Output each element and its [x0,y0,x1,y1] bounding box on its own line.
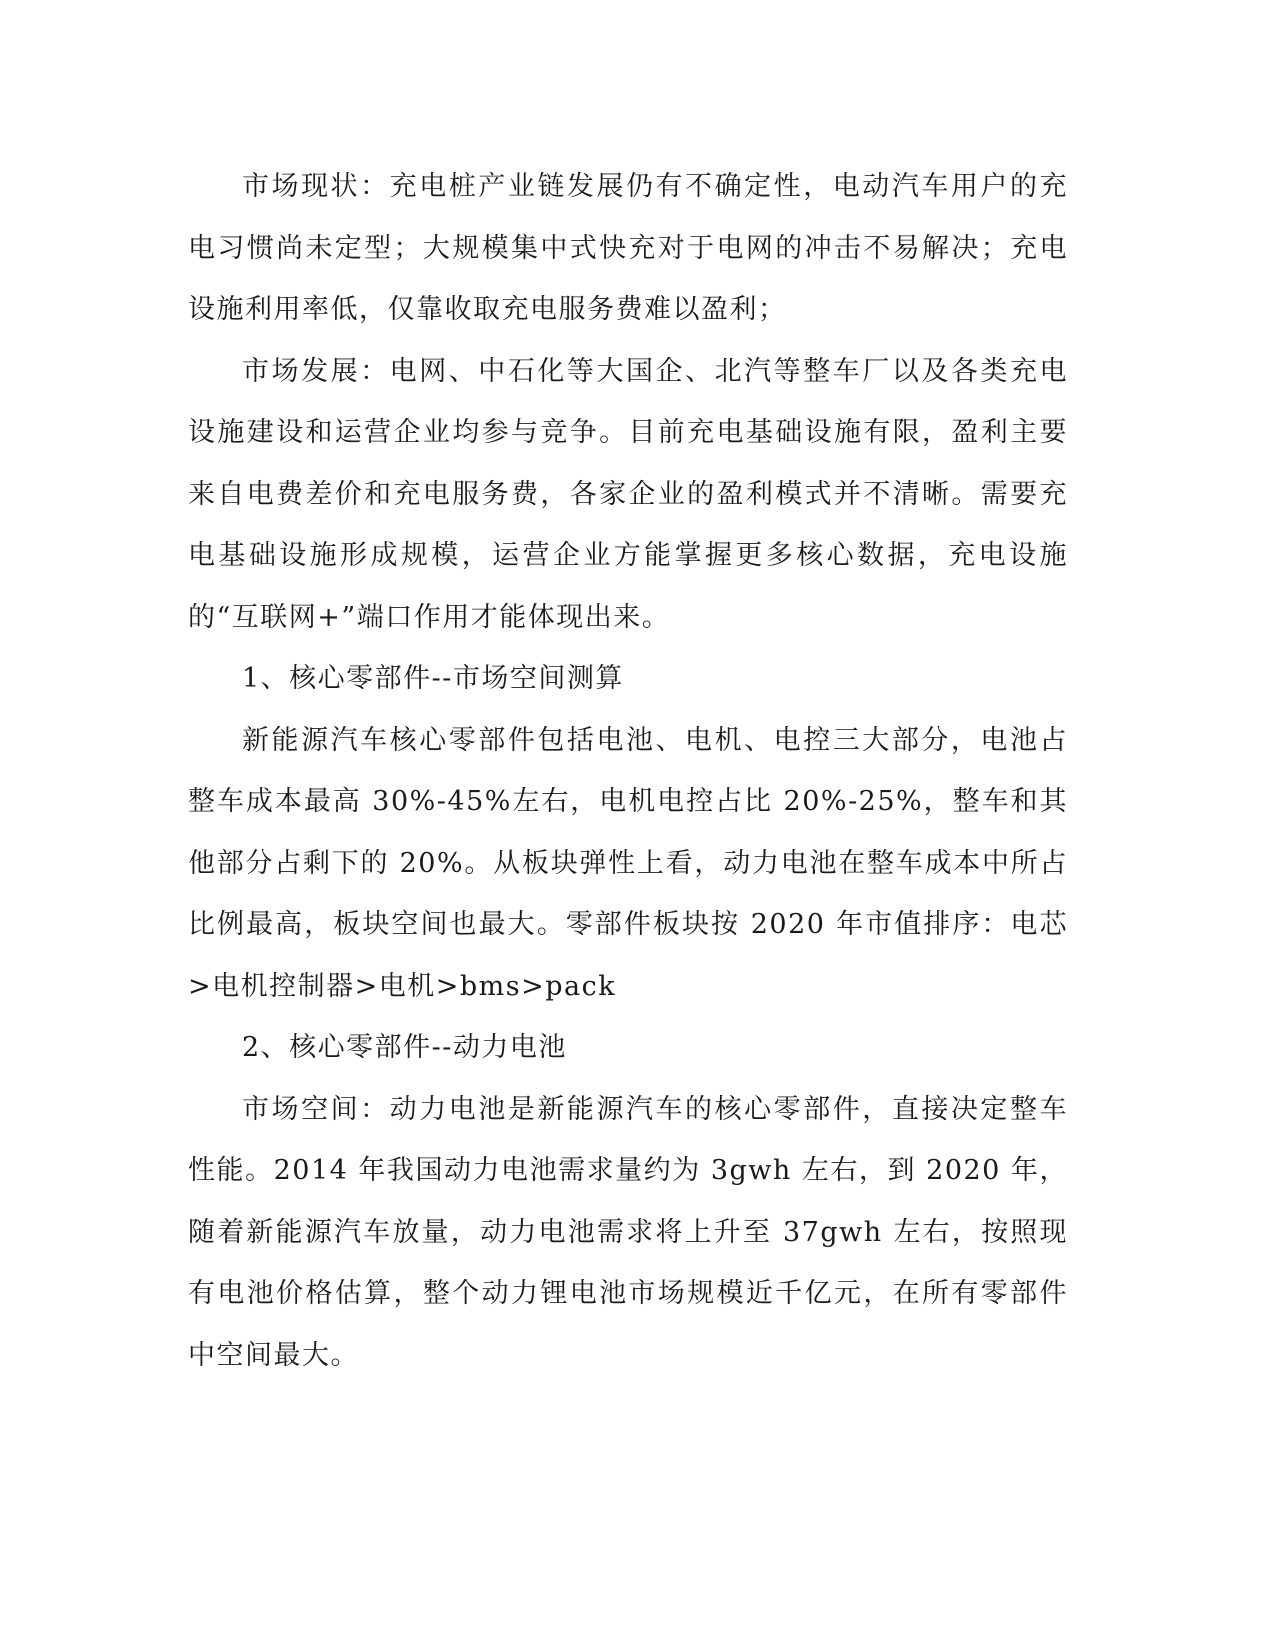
paragraph-market-status: 市场现状：充电桩产业链发展仍有不确定性，电动汽车用户的充电习惯尚未定型；大规模集中式快充对于电网的冲击不易解决；充电设施利用率低，仅靠收取充电服务费难以盈利； [188,171,1068,325]
paragraph-market-space: 市场空间：动力电池是新能源汽车的核心零部件，直接决定整车性能。2014 年我国动力电池需求量约为 3gwh 左右，到 2020 年，随着新能源汽车放量，动力电池需求将上升至 37gwh 左右，按照现有电池价格估算，整个动力锂电池市场规模近千亿元，在所有零部件中空间最大。 [188,1093,1068,1371]
section-heading-power-battery: 2、核心零部件--动力电池 [242,1032,567,1063]
document-body [188,156,1068,1386]
paragraph-market-development: 市场发展：电网、中石化等大国企、北汽等整车厂以及各类充电设施建设和运营企业均参与竞争。目前充电基础设施有限，盈利主要来自电费差价和充电服务费，各家企业的盈利模式并不清晰。需要充电基础设施形成规模，运营企业方能掌握更多核心数据，充电设施的“互联网+”端口作用才能体现出来。 [188,355,1068,633]
section-heading-market-space-estimation: 1、核心零部件--市场空间测算 [242,663,624,694]
paragraph-core-components: 新能源汽车核心零部件包括电池、电机、电控三大部分，电池占整车成本最高 30%-45%左右，电机电控占比 20%-25%，整车和其他部分占剩下的 20%。从板块弹性上看，动力电池在整车成本中所占比例最高，板块空间也最大。零部件板块按 2020 年市值排序：电芯>电机控制器>电机>bms>pack [188,724,1068,1002]
